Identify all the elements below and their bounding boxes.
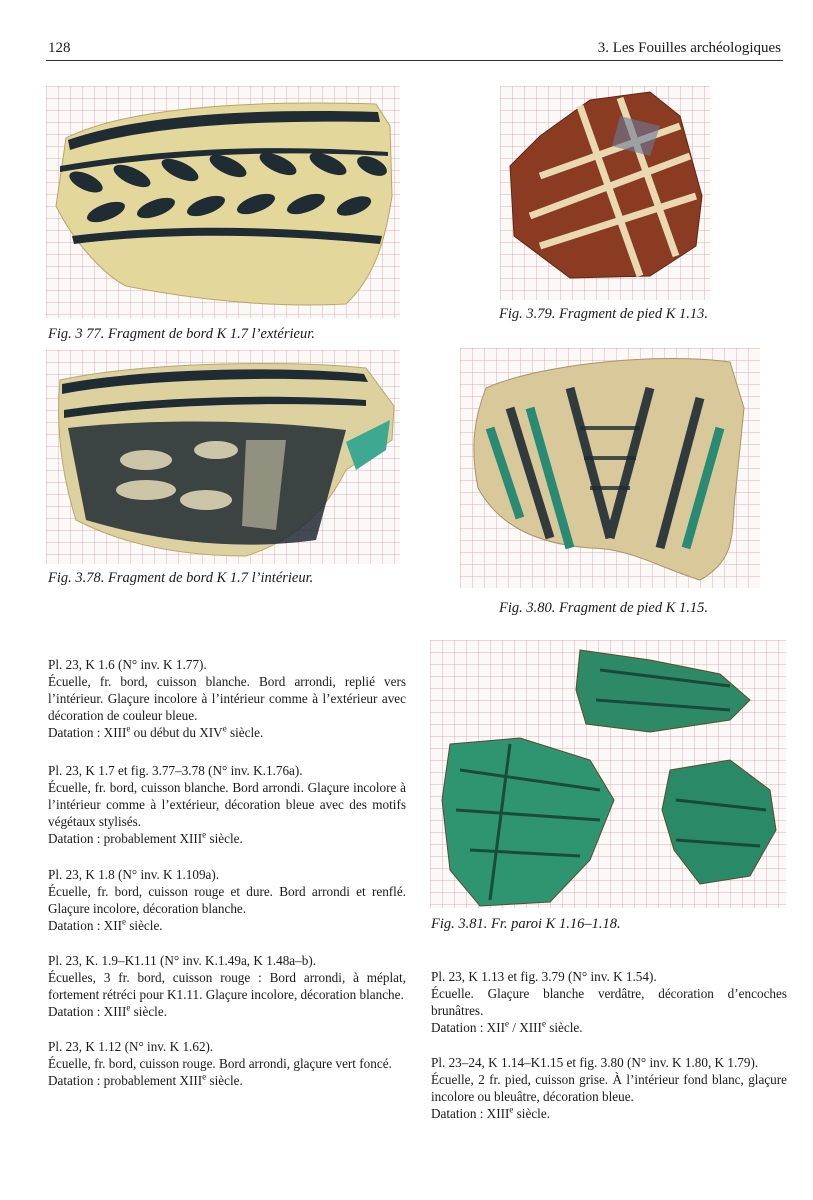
page-number: 128 — [48, 40, 71, 56]
entry-date: Datation : probablement XIIIe siècle. — [48, 829, 243, 846]
entry-date: Datation : XIIIe ou début du XIVe siècle. — [48, 723, 264, 740]
entry-date: Datation : XIIIe siècle. — [431, 1104, 550, 1121]
entry-body: Écuelle, fr. bord, cuisson blanche. Bord arrondi. Glaçure incolore à l’intérieur comme à l’extérieur, décoration bleue avec des motifs végétaux stylisés. — [48, 780, 406, 829]
catalogue-entry-k-1-13 — [431, 968, 787, 1036]
catalogue-entry-k-1-14-15 — [431, 1054, 787, 1122]
caption-fig-3-78: Fig. 3.78. Fragment de bord K 1.7 l’intérieur. — [48, 570, 314, 586]
catalogue-entry-k-1-8 — [48, 866, 406, 934]
header-rule — [46, 60, 783, 61]
caption-fig-3-81: Fig. 3.81. Fr. paroi K 1.16–1.18. — [431, 916, 621, 932]
catalogue-entry-k-1-7 — [48, 762, 406, 847]
entry-date: Datation : probablement XIIIe siècle. — [48, 1071, 243, 1088]
photo-fig-3-78 — [46, 350, 400, 564]
entry-date: Datation : XIIe / XIIIe siècle. — [431, 1018, 583, 1035]
catalogue-entry-k-1-6 — [48, 656, 406, 741]
entry-ref: Pl. 23, K 1.7 et fig. 3.77–3.78 (N° inv. K.1.76a). — [48, 763, 303, 778]
entry-body: Écuelle, fr. bord, cuisson rouge. Bord arrondi, glaçure vert foncé. — [48, 1056, 392, 1071]
entry-ref: Pl. 23, K 1.6 (N° inv. K 1.77). — [48, 657, 207, 672]
caption-fig-3-80: Fig. 3.80. Fragment de pied K 1.15. — [499, 600, 709, 616]
entry-body: Écuelle, fr. bord, cuisson blanche. Bord arrondi, replié vers l’intérieur. Glaçure incolore à l’intérieur comme à l’extérieur avec décoration de couleur bleue. — [48, 674, 406, 723]
photo-fig-3-80 — [460, 348, 760, 588]
entry-date: Datation : XIIe siècle. — [48, 916, 163, 933]
entry-ref: Pl. 23, K 1.8 (N° inv. K 1.109a). — [48, 867, 220, 882]
entry-body: Écuelle, fr. bord, cuisson rouge et dure. Bord arrondi et renflé. Glaçure incolore, décoration blanche. — [48, 884, 406, 916]
caption-fig-3-79: Fig. 3.79. Fragment de pied K 1.13. — [499, 306, 709, 322]
entry-ref: Pl. 23–24, K 1.14–K1.15 et fig. 3.80 (N° inv. K 1.80, K 1.79). — [431, 1055, 759, 1070]
caption-fig-3-77: Fig. 3 77. Fragment de bord K 1.7 l’extérieur. — [48, 326, 315, 342]
chapter-title: 3. Les Fouilles archéologiques — [597, 40, 781, 56]
entry-ref: Pl. 23, K. 1.9–K1.11 (N° inv. K.1.49a, K 1.48a–b). — [48, 953, 317, 968]
photo-fig-3-81 — [430, 640, 786, 908]
entry-body: Écuelle, 2 fr. pied, cuisson grise. À l’intérieur fond blanc, glaçure incolore ou bleuâtre, décoration bleue. — [431, 1072, 787, 1104]
entry-body: Écuelles, 3 fr. bord, cuisson rouge : Bord arrondi, à méplat, fortement rétréci pour K1.11. Glaçure incolore, décoration blanche. — [48, 970, 406, 1002]
entry-ref: Pl. 23, K 1.13 et fig. 3.79 (N° inv. K 1.54). — [431, 969, 657, 984]
catalogue-entry-k-1-12 — [48, 1038, 406, 1089]
photo-fig-3-77 — [46, 86, 400, 318]
photo-fig-3-79 — [500, 86, 710, 300]
entry-date: Datation : XIIIe siècle. — [48, 1002, 167, 1019]
catalogue-entry-k-1-9-11 — [48, 952, 406, 1020]
entry-body: Écuelle. Glaçure blanche verdâtre, décoration d’encoches brunâtres. — [431, 986, 787, 1018]
entry-ref: Pl. 23, K 1.12 (N° inv. K 1.62). — [48, 1039, 214, 1054]
